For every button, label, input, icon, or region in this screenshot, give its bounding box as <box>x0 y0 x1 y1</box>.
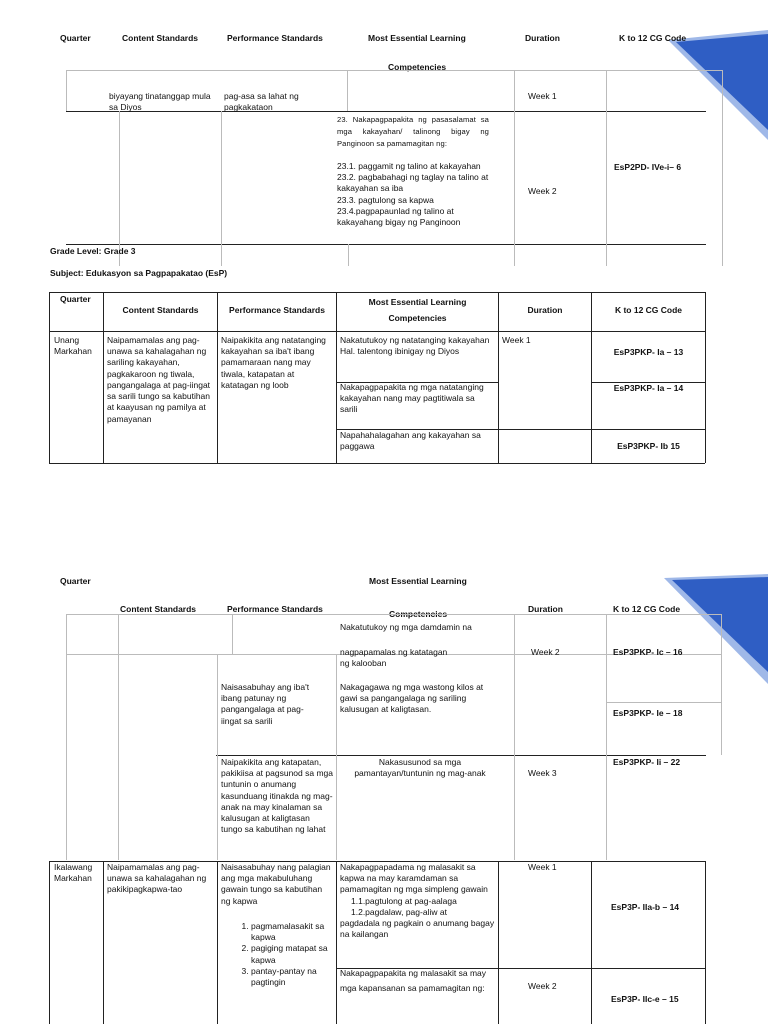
t2-row3-melc: Napahahalagahan ang kakayahan sa paggawa <box>340 430 481 452</box>
p3-q2r1-melc-tail: pagdadala ng pagkain o anumang bagay na kailangan <box>340 918 495 940</box>
p3-header-melc-2: Competencies <box>389 609 448 619</box>
p3-q2-quarter: Ikalawang Markahan <box>54 862 93 884</box>
p3-q2r1-item: 1.2.pagdalaw, pag-aliw at <box>351 906 447 917</box>
p3-q2r2-code: EsP3P- IIc-e – 15 <box>611 994 679 1004</box>
corner-decoration-top <box>668 30 768 140</box>
list-item: 2. pagiging matapat sa kapwa <box>251 943 333 965</box>
header-performance-standards: Performance Standards <box>227 33 323 43</box>
row2-duration: Week 2 <box>528 186 557 196</box>
subject: Subject: Edukasyon sa Pagpapakatao (EsP) <box>50 268 228 278</box>
melc-item: 23.1. paggamit ng talino at kakayahan <box>337 161 481 171</box>
p3-header-melc: Most Essential Learning <box>369 576 467 586</box>
t2-row3-code: EsP3PKP- Ib 15 <box>617 441 680 451</box>
p3-q2r1-code: EsP3P- IIa-b – 14 <box>611 902 680 912</box>
p3-header-quarter: Quarter <box>60 576 91 586</box>
row1-performance: pag-asa sa lahat ng pagkakataon <box>224 91 299 113</box>
header-code: K to 12 CG Code <box>619 33 687 43</box>
p3-header-performance: Performance Standards <box>227 604 323 614</box>
p3-header-duration: Duration <box>528 604 563 614</box>
p3-q2r1-melc <box>340 862 496 941</box>
header-quarter: Quarter <box>60 33 91 43</box>
t2-quarter: Unang Markahan <box>54 335 92 357</box>
melc-item: 23.3. pagtulong sa kapwa <box>337 194 434 205</box>
p3-r1-melc-b: nagpapamalas ng katatagan ng kalooban <box>340 647 448 669</box>
t2-header-quarter: Quarter <box>60 294 91 304</box>
t2-row2-melc: Nakapagpapakita ng mga natatanging kakayahan nang may pagtitiwala sa sarili <box>340 382 484 415</box>
corner-decoration-bottom <box>664 574 768 684</box>
p3-header-content: Content Standards <box>120 604 197 614</box>
header-melc-2: Competencies <box>388 62 447 72</box>
t2-header-code: K to 12 CG Code <box>614 305 683 315</box>
p3-r2-code: EsP3PKP- Ie – 18 <box>613 708 683 718</box>
p3-header-code: K to 12 CG Code <box>613 604 681 614</box>
t2-header-content: Content Standards <box>122 305 199 315</box>
list-item: 3. pantay-pantay na pagtingin <box>251 966 333 988</box>
p3-r3-duration: Week 3 <box>528 768 557 778</box>
t2-header-melc <box>337 294 498 326</box>
t2-header-melc-line2: Competencies <box>388 313 447 324</box>
t2-row2-code: EsP3PKP- Ia – 14 <box>613 383 684 393</box>
t2-header-performance: Performance Standards <box>229 305 325 315</box>
melc-item: 23.2. pagbabahagi ng taglay na talino at kakayahan sa iba <box>337 172 489 194</box>
p3-q2r2-melc-b: mga kapansanan sa pamamagitan ng: <box>340 983 485 994</box>
melc-item: 23.4.pagpapaunlad ng talino at kakayahang bigay ng Panginoon <box>337 205 461 228</box>
p3-q2r2-melc-a: Nakapagpapakita ng malasakit sa may <box>340 968 486 978</box>
header-content-standards: Content Standards <box>122 33 199 43</box>
t2-row1-duration: Week 1 <box>502 335 531 345</box>
t2-header-melc-line1: Most Essential Learning <box>368 297 467 307</box>
p3-q2-performance <box>221 862 333 988</box>
row2-melc-intro: 23. Nakapagpapakita ng pasasalamat sa mga kakayahan/ talinong bigay ng Panginoon sa pamamagitan ng: <box>337 115 489 149</box>
p3-r3-melc: Nakasusunod sa mga pamantayan/tuntunin ng mag-anak <box>354 757 486 779</box>
p3-r2-melc: Nakagagawa ng mga wastong kilos at gawi sa pangangalaga ng sariling kalusugan at kaligtasan. <box>340 682 484 715</box>
grade-level: Grade Level: Grade 3 <box>50 246 136 256</box>
row2-code: EsP2PD- IVe-i– 6 <box>614 162 682 172</box>
p3-q2-content: Naipamamalas ang pag-unawa sa kahalagahan ng pakikipagkapwa-tao <box>107 862 207 895</box>
row1-duration: Week 1 <box>528 91 557 101</box>
p3-q2r2-duration: Week 2 <box>528 981 557 991</box>
row2-melc-items <box>337 161 497 228</box>
t2-row1-melc: Nakatutukoy ng natatanging kakayahan Hal. talentong ibinigay ng Diyos <box>340 335 490 357</box>
header-melc: Most Essential Learning <box>368 33 466 43</box>
p3-q2r1-duration: Week 1 <box>528 862 557 872</box>
p3-q2-performance-text: Naisasabuhay nang palagian ang mga makabuluhang gawain tungo sa kabutihan ng kapwa <box>221 862 331 906</box>
p3-r1-code: EsP3PKP- Ic – 16 <box>613 647 683 657</box>
p3-r3-performance: Naipakikita ang katapatan, pakikiisa at pagsunod sa mga tuntunin o anumang kasunduang itinakda ng mag-anak na may kinalaman sa kalusugan at kaligtasan tungo sa kabutihan ng lahat <box>221 757 333 835</box>
p3-r2-performance: Naisasabuhay ang iba't ibang patunay ng pangangalaga at pag-iingat sa sarili <box>221 682 310 726</box>
p3-r3-code: EsP3PKP- Ii – 22 <box>613 757 681 767</box>
t2-performance: Naipakikita ang natatanging kakayahan sa iba't ibang pamamaraan nang may tiwala, katapatan at katatagan ng loob <box>221 335 326 390</box>
p3-r1-melc-a: Nakatutukoy ng mga damdamin na <box>340 622 472 632</box>
p3-q2r1-item: 1.1.pagtulong at pag-aalaga <box>351 895 457 906</box>
t2-header-duration: Duration <box>527 305 563 315</box>
t2-row1-code: EsP3PKP- Ia – 13 <box>613 347 684 357</box>
p3-q2r2-melc <box>340 968 496 994</box>
p3-q2r1-melc-intro: Nakapagpapadama ng malasakit sa kapwa na may karamdaman sa pamamagitan ng mga simpleng gawain <box>340 862 488 895</box>
list-item: 1. pagmamalasakit sa kapwa <box>251 921 333 943</box>
header-duration: Duration <box>525 33 560 43</box>
t2-content: Naipamamalas ang pag-unawa sa kahalagahan ng sariling kakayahan, pagkakaroon ng tiwala, pangangalaga at pag-iingat sa sarili tungo sa kabutihan at kaayusan ng pamilya at pamayanan <box>107 335 211 424</box>
p3-r1-duration: Week 2 <box>531 647 560 657</box>
p3-q2-list <box>221 921 333 988</box>
row1-content: biyayang tinatanggap mula sa Diyos <box>109 91 211 113</box>
